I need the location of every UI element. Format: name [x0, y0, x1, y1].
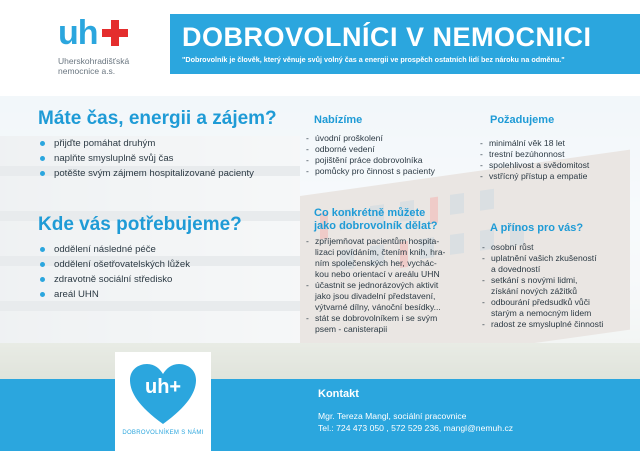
list-item: - uplatnění vašich zkušeností a dovedností	[482, 253, 603, 275]
pozadujeme-heading: Požadujeme	[490, 114, 555, 126]
list-item: - spolehlivost a svědomitost	[480, 160, 589, 171]
list-item: - trestní bezúhonnost	[480, 149, 589, 160]
contact-heading: Kontakt	[318, 388, 359, 400]
contact-phone-email: Tel.: 724 473 050 , 572 529 236, mangl@nemuh.cz	[318, 423, 514, 433]
page-title: DOBROVOLNÍCI V NEMOCNICI	[182, 22, 592, 52]
list-item: - osobní růst	[482, 242, 603, 253]
list-item: zdravotně sociální středisko	[40, 272, 190, 287]
list-item: - pojištění práce dobrovolníka	[306, 155, 435, 166]
section2-list	[40, 242, 190, 302]
co-delat-list	[306, 236, 445, 335]
footer	[0, 379, 640, 451]
list-item: přijďte pomáhat druhým	[40, 136, 254, 151]
list-item: oddělení následné péče	[40, 242, 190, 257]
list-item: - odborné vedení	[306, 144, 435, 155]
title-band	[170, 14, 640, 74]
list-item: - minimální věk 18 let	[480, 138, 589, 149]
section1-list	[40, 136, 254, 181]
plus-icon	[100, 14, 130, 48]
co-delat-heading-line2: jako dobrovolník dělat?	[314, 220, 438, 232]
list-item: oddělení ošetřovatelských lůžek	[40, 257, 190, 272]
list-item: potěšte svým zájmem hospitalizované pacienty	[40, 166, 254, 181]
list-item: - radost ze smysluplné činnosti	[482, 319, 603, 330]
list-item: areál UHN	[40, 287, 190, 302]
logo-name-line2: nemocnice a.s.	[58, 66, 116, 76]
nabizime-heading: Nabízíme	[314, 114, 363, 126]
list-item: - zpříjemňovat pacientům hospita- lizaci povídáním, čtením knih, hra- ním společenských her, vychác- kou nebo orientací v areálu UHN	[306, 236, 445, 280]
page-subtitle: "Dobrovolník je člověk, který věnuje svůj volný čas a energii ve prospěch ostatních lidí bez nároku na odměnu."	[182, 55, 565, 64]
list-item: - odbourání předsudků vůči starým a nemocným lidem	[482, 297, 603, 319]
prinos-heading: A přínos pro vás?	[490, 222, 584, 234]
badge-mark: uh+	[145, 376, 182, 398]
section1-heading: Máte čas, energii a zájem?	[38, 108, 277, 129]
list-item: - setkání s novými lidmi, získání nových zážitků	[482, 275, 603, 297]
logo-name-line1: Uherskohradišťská	[58, 56, 130, 66]
list-item: - pomůcky pro činnost s pacienty	[306, 166, 435, 177]
list-item: naplňte smysluplně svůj čas	[40, 151, 254, 166]
co-delat-heading	[314, 207, 437, 233]
contact-person: Mgr. Tereza Mangl, sociální pracovnice	[318, 411, 467, 421]
pozadujeme-list	[480, 138, 589, 182]
badge-caption: DOBROVOLNÍKEM S NÁMI	[122, 430, 204, 436]
list-item: - úvodní proškolení	[306, 133, 435, 144]
nabizime-list	[306, 133, 435, 177]
volunteer-badge	[115, 352, 211, 451]
section2-heading: Kde vás potřebujeme?	[38, 214, 242, 235]
logo-mark: uh	[58, 14, 98, 52]
prinos-list	[482, 242, 603, 330]
header	[0, 0, 640, 96]
co-delat-heading-line1: Co konkrétně můžete	[314, 207, 426, 219]
list-item: - vstřícný přístup a empatie	[480, 171, 589, 182]
list-item: - účastnit se jednorázových aktivit jako jsou divadelní představení, výtvarné dílny, vánoční besídky...	[306, 280, 445, 313]
list-item: - stát se dobrovolníkem i se svým psem - canisterapii	[306, 313, 445, 335]
hospital-logo	[0, 0, 170, 96]
